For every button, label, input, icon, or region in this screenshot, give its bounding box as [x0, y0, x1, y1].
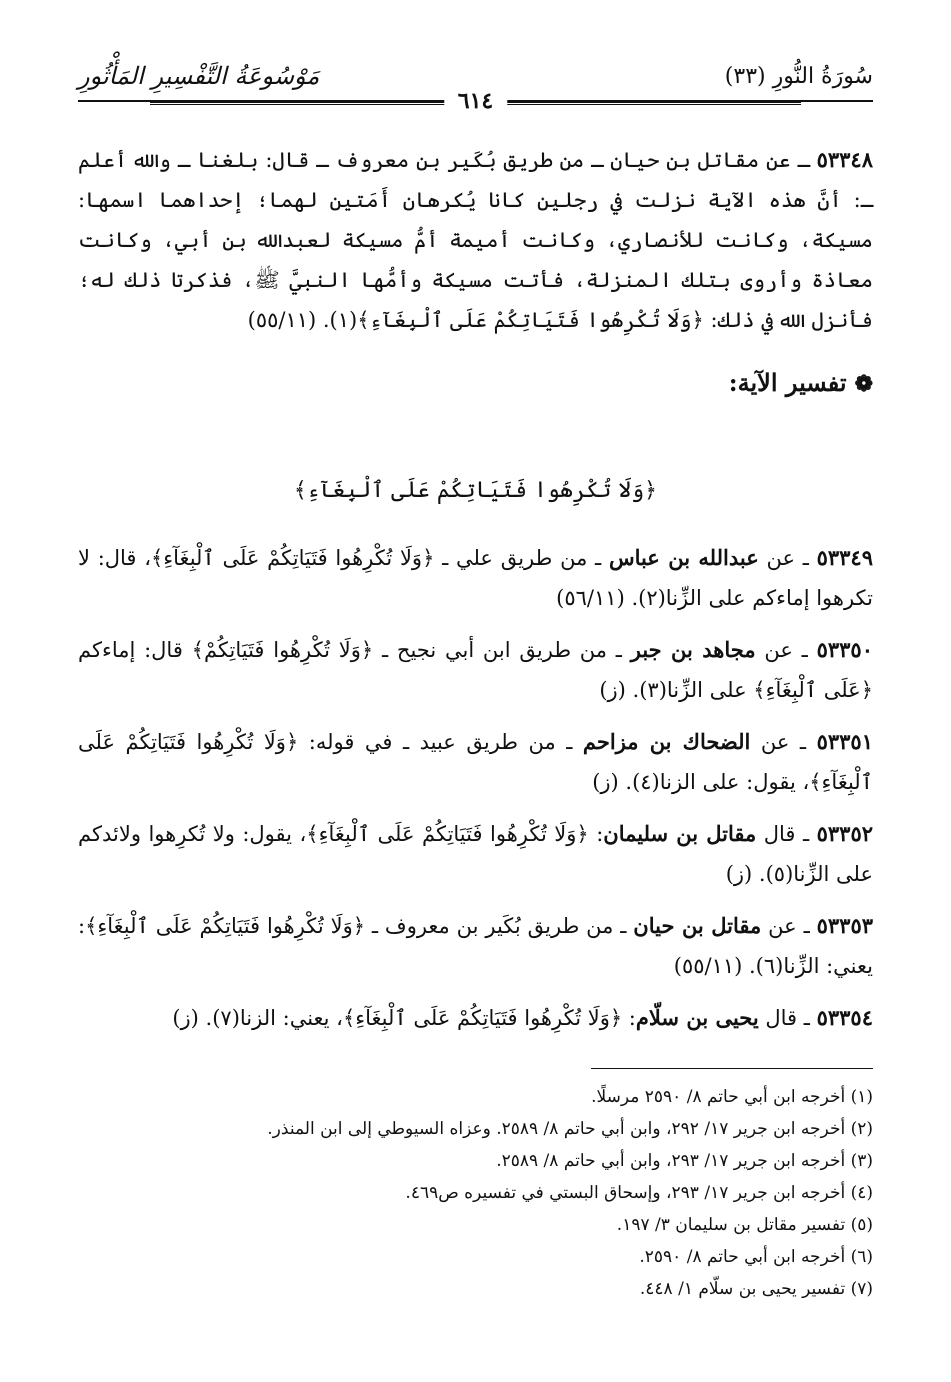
- entry-number: ٥٣٣٤٨: [816, 147, 873, 172]
- entry-text: ـ عن مقاتل بن حيان ـ من طريق بُكَير بن معروف ـ قال: بلغنا ـ والله أعلم ـ: أنَّ هذه الآية نزلت في رجلين كانا يُكرهان أَمَتين لهما؛ إحداهما اسمها: مسيكة، وكانت للأنصاري، وكانت أميمة أمُّ مسيكة لعبدالله بن أبي، وكانت معاذة وأروى بتلك المنزلة، فأتت مسيكة وأمُّها النبيَّ ﷺ، فذكرتا ذلك له؛ فأنزل الله في ذلك: ﴿وَلَا تُكْرِهُوا فَتَيَاتِكُمْ عَلَى ٱلْبِغَآءِ﴾(١). (٥٥/١١): [78, 148, 873, 332]
- footnote: (٢) أخرجه ابن جرير ١٧/ ٢٩٢، وابن أبي حاتم ٨/ ٢٥٨٩. وعزاه السيوطي إلى ابن المنذر.: [267, 1119, 873, 1139]
- entry-prefix: ـ عن: [750, 730, 817, 754]
- footnote: (٥) تفسير مقاتل بن سليمان ٣/ ١٩٧.: [616, 1215, 873, 1235]
- footnote: (٧) تفسير يحيى بن سلّام ١/ ٤٤٨.: [639, 1279, 873, 1299]
- book-title: مَوْسُوعَةُ التَّفْسِيرِ المَأْثُورِ: [78, 62, 320, 90]
- entry-prefix: ـ قال: [756, 822, 817, 846]
- entry-text: ـ من طريق عبيد ـ في قوله: ﴿وَلَا تُكْرِهُوا فَتَيَاتِكُمْ عَلَى ٱلْبِغَآءِ﴾، يقول: على الزنا(٤). (ز): [78, 730, 873, 794]
- entry-number: ٥٣٣٥٢: [816, 821, 874, 846]
- narrator-name: عبدالله بن عباس: [608, 545, 759, 570]
- footnote: (٤) أخرجه ابن جرير ١٧/ ٢٩٣، وإسحاق البستي في تفسيره ص٤٦٩.: [405, 1183, 873, 1203]
- surah-header: سُورَةُ النُّورِ (٣٣): [724, 64, 873, 89]
- entry-number: ٥٣٣٥٣: [816, 913, 874, 938]
- section-title-text: تفسير الآية:: [728, 368, 847, 397]
- entry-prefix: ـ عن: [761, 914, 817, 938]
- entry-prefix: ـ عن: [758, 546, 817, 570]
- entry-text: ـ من طريق ابن أبي نجيح ـ ﴿وَلَا تُكْرِهُوا فَتَيَاتِكُمْ﴾ قال: إماءكم ﴿عَلَى ٱلْبِغَآءِ﴾ على الزِّنا(٣). (ز): [78, 638, 873, 702]
- entry-paragraph: [78, 722, 873, 802]
- narrator-name: يحيى بن سلّام: [635, 1005, 759, 1030]
- intro-paragraph: [78, 140, 873, 356]
- entry-paragraph: [78, 906, 873, 986]
- flower-icon: ❁: [854, 371, 873, 397]
- verse-heading: ﴿وَلَا تُكْرِهُوا فَتَيَاتِكُمْ عَلَى ٱلْبِغَآءِ﴾: [293, 478, 658, 503]
- entry-text: : ﴿وَلَا تُكْرِهُوا فَتَيَاتِكُمْ عَلَى ٱلْبِغَآءِ﴾، يقول: ولا تُكرِهوا ولائدكم على الزِّنا(٥). (ز): [78, 822, 873, 886]
- narrator-name: الضحاك بن مزاحم: [582, 729, 751, 754]
- section-title: [78, 368, 873, 408]
- entry-paragraph: [78, 814, 873, 894]
- footnote: (٣) أخرجه ابن جرير ١٧/ ٢٩٣، وابن أبي حاتم ٨/ ٢٥٨٩.: [496, 1151, 873, 1171]
- page-number: ٦١٤: [444, 88, 507, 114]
- entry-paragraph: [78, 630, 873, 710]
- entry-paragraph: [78, 538, 873, 618]
- entry-text: ـ من طريق بُكَير بن معروف ـ ﴿وَلَا تُكْرِهُوا فَتَيَاتِكُمْ عَلَى ٱلْبِغَآءِ﴾: يعني: الزِّنا(٦). (٥٥/١١): [78, 914, 873, 978]
- narrator-name: مجاهد بن جبر: [630, 637, 756, 662]
- entry-prefix: ـ قال: [758, 1006, 817, 1030]
- entry-number: ٥٣٣٤٩: [816, 545, 873, 570]
- page-number-band: [150, 88, 801, 116]
- entry-number: ٥٣٣٥١: [816, 729, 873, 754]
- narrator-name: مقاتل بن حيان: [633, 913, 762, 938]
- entry-prefix: ـ عن: [755, 638, 817, 662]
- footnote: (٦) أخرجه ابن أبي حاتم ٨/ ٢٥٩٠.: [639, 1247, 873, 1267]
- narrator-name: مقاتل بن سليمان: [603, 821, 757, 846]
- entry-text: ـ من طريق علي ـ ﴿وَلَا تُكْرِهُوا فَتَيَاتِكُمْ عَلَى ٱلْبِغَآءِ﴾، قال: لا تكرهوا إماءكم على الزِّنا(٢). (٥٦/١١): [78, 546, 873, 610]
- footnote-rule: [591, 1068, 873, 1069]
- main-content: [78, 140, 873, 1038]
- entry-number: ٥٣٣٥٠: [816, 637, 873, 662]
- entry-paragraph: [78, 998, 873, 1038]
- entry-text: : ﴿وَلَا تُكْرِهُوا فَتَيَاتِكُمْ عَلَى ٱلْبِغَآءِ﴾، يعني: الزنا(٧). (ز): [172, 1006, 636, 1030]
- entry-number: ٥٣٣٥٤: [816, 1005, 873, 1030]
- footnotes: [78, 1080, 873, 1306]
- footnote: (١) أخرجه ابن أبي حاتم ٨/ ٢٥٩٠ مرسلًا.: [591, 1087, 873, 1107]
